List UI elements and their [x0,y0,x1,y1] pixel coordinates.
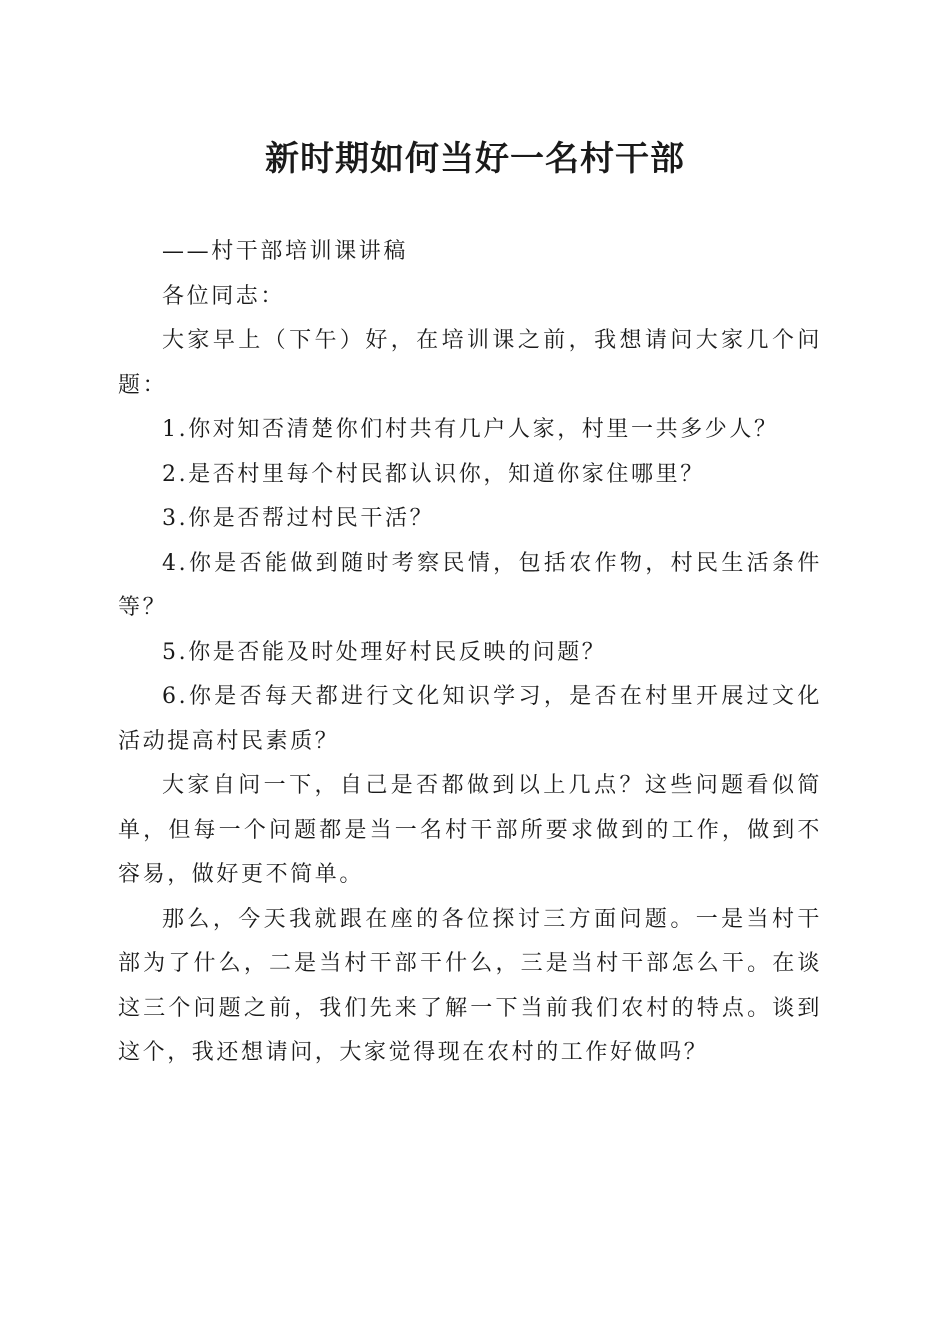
intro-paragraph: 大家早上（下午）好，在培训课之前，我想请问大家几个问题： [118,328,822,398]
question-item: 4.你是否能做到随时考察民情，包括农作物，村民生活条件等？ [118,550,822,620]
subtitle: ——村干部培训课讲稿 [162,239,409,264]
question-item: 1.你对知否清楚你们村共有几户人家，村里一共多少人？ [162,417,779,442]
salutation: 各位同志： [162,283,286,309]
reflection-paragraph: 大家自问一下，自己是否都做到以上几点？这些问题看似简单，但每一个问题都是当一名村干部所要求做到的工作，做到不容易，做好更不简单。 [118,773,822,887]
question-item: 2.是否村里每个村民都认识你，知道你家住哪里？ [162,461,705,487]
document-body [118,230,822,1076]
question-item: 6.你是否每天都进行文化知识学习，是否在村里开展过文化活动提高村民素质？ [118,684,822,754]
question-item: 3.你是否帮过村民干活？ [162,506,435,531]
question-item: 5.你是否能及时处理好村民反映的问题？ [162,639,607,665]
document-title: 新时期如何当好一名村干部 [265,139,685,179]
topics-paragraph: 那么，今天我就跟在座的各位探讨三方面问题。一是当村干部为了什么，二是当村干部干什么，三是当村干部怎么干。在谈这三个问题之前，我们先来了解一下当前我们农村的特点。谈到这个，我还想请问，大家觉得现在农村的工作好做吗？ [118,906,822,1065]
